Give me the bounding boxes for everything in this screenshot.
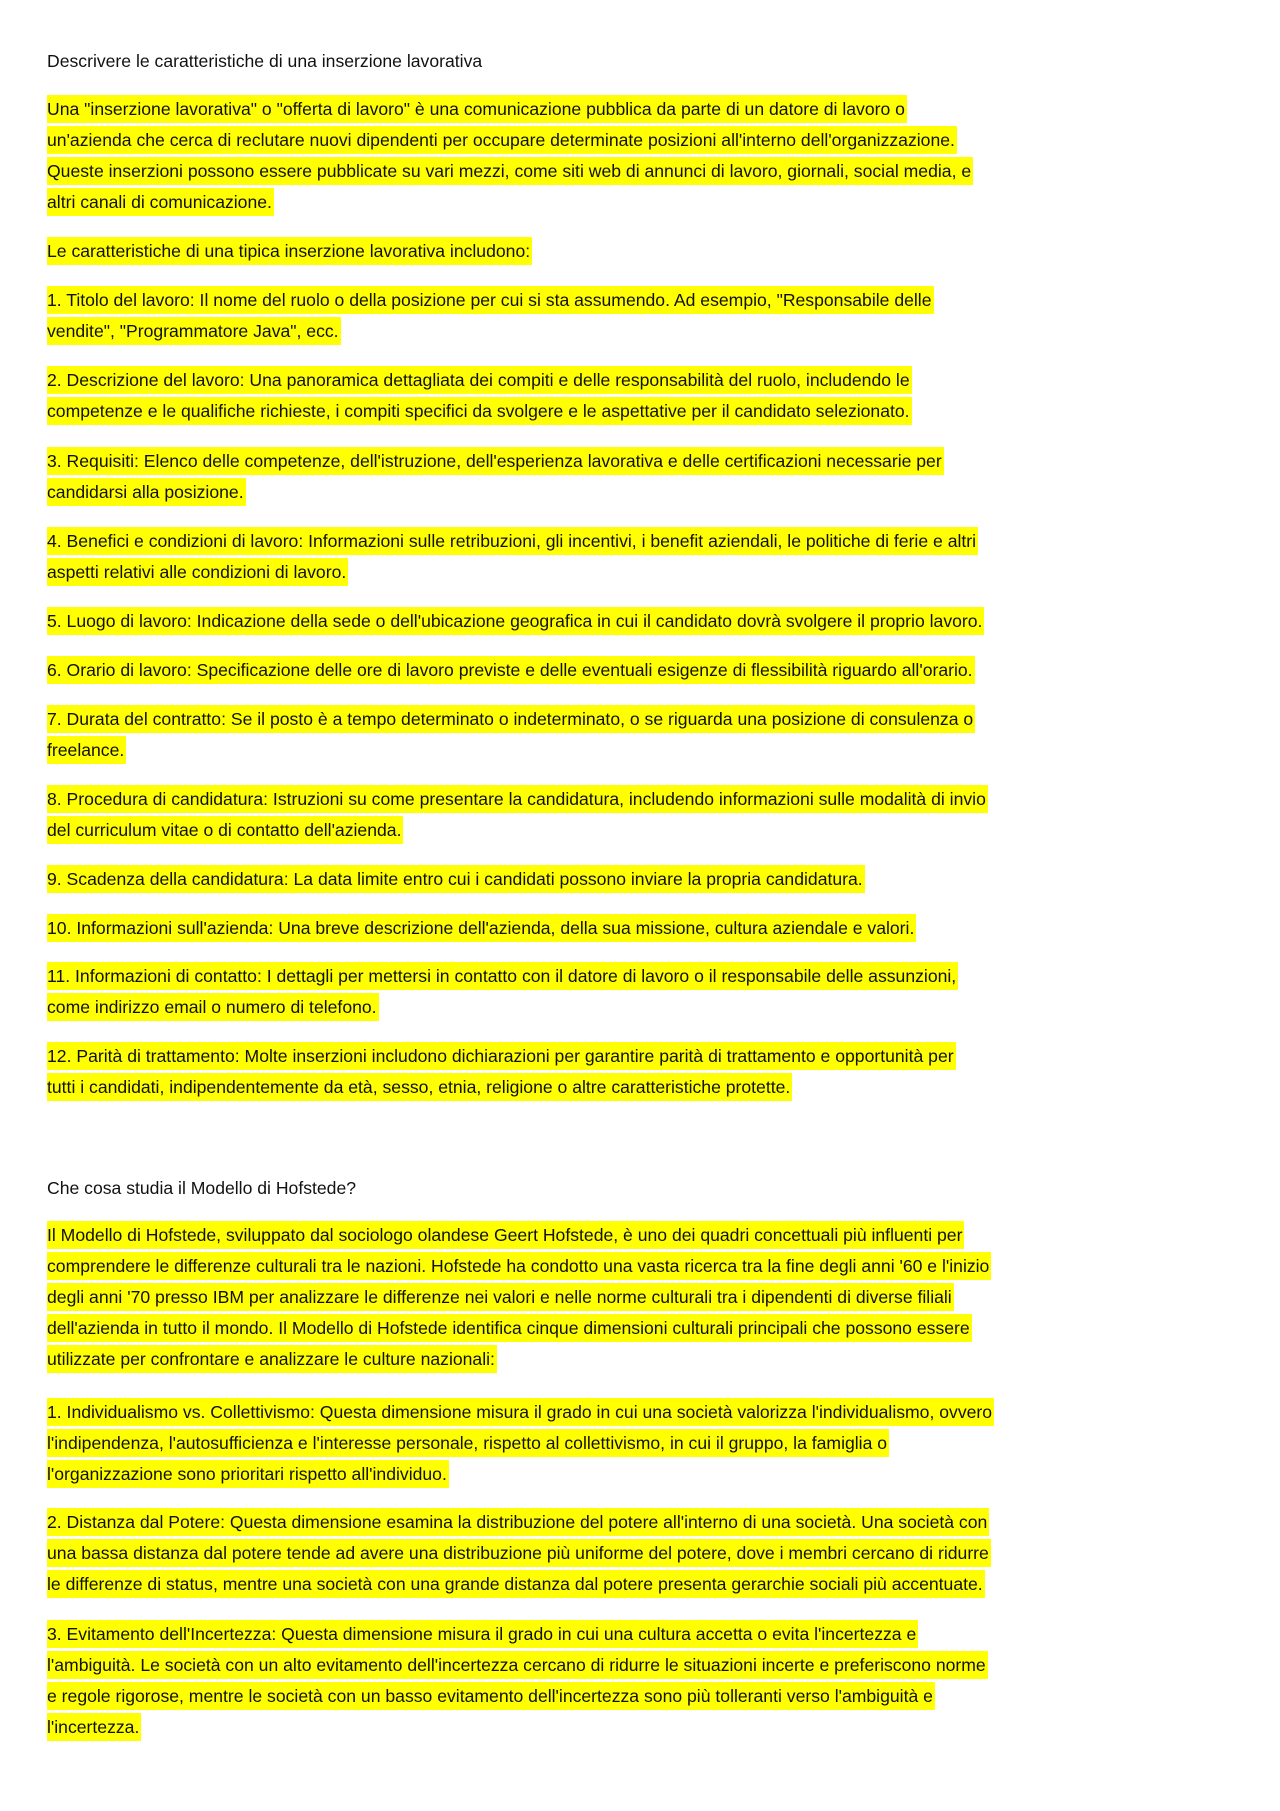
highlighted-text: 9. Scadenza della candidatura: La data limite entro cui i candidati possono inviare la propria candidatura. (47, 865, 865, 893)
paragraph-line (47, 914, 1260, 945)
paragraph-line (47, 317, 1260, 348)
paragraph-line (47, 157, 1260, 188)
highlighted-paragraph (47, 286, 1260, 348)
paragraph-line (47, 656, 1260, 687)
highlighted-paragraph (47, 95, 1260, 219)
highlighted-text: 5. Luogo di lavoro: Indicazione della sede o dell'ubicazione geografica in cui il candidato dovrà svolgere il proprio lavoro. (47, 607, 984, 635)
paragraph-line (47, 1539, 1260, 1570)
highlighted-text: vendite", "Programmatore Java", ecc. (47, 317, 341, 345)
highlighted-paragraph (47, 705, 1260, 767)
paragraph-line (47, 126, 1260, 157)
highlighted-text: 1. Titolo del lavoro: Il nome del ruolo o della posizione per cui si sta assumendo. Ad esempio, "Responsabile delle (47, 286, 934, 314)
paragraph-line (47, 1345, 1260, 1376)
highlighted-text: degli anni '70 presso IBM per analizzare le differenze nei valori e nelle norme culturali tra i dipendenti di diverse filiali (47, 1283, 954, 1311)
highlighted-text: del curriculum vitae o di contatto dell'azienda. (47, 816, 403, 844)
highlighted-text: un'azienda che cerca di reclutare nuovi dipendenti per occupare determinate posizioni all'interno dell'organizzazione. (47, 126, 957, 154)
section-title-text: Che cosa studia il Modello di Hofstede? (47, 1178, 357, 1198)
section-title-text: Descrivere le caratteristiche di una inserzione lavorativa (47, 51, 483, 71)
highlighted-text: come indirizzo email o numero di telefono. (47, 993, 379, 1021)
highlighted-text: Le caratteristiche di una tipica inserzione lavorativa includono: (47, 237, 532, 265)
highlighted-text: 12. Parità di trattamento: Molte inserzioni includono dichiarazioni per garantire parità di trattamento e opportunità per (47, 1042, 956, 1070)
highlighted-text: l'ambiguità. Le società con un alto evitamento dell'incertezza cercano di ridurre le situazioni incerte e preferiscono norme (47, 1651, 988, 1679)
highlighted-text: 3. Requisiti: Elenco delle competenze, dell'istruzione, dell'esperienza lavorativa e delle certificazioni necessarie per (47, 447, 944, 475)
paragraph-line (47, 527, 1260, 558)
highlighted-text: 1. Individualismo vs. Collettivismo: Questa dimensione misura il grado in cui una società valorizza l'individualismo, ovvero (47, 1398, 994, 1426)
highlighted-text: Queste inserzioni possono essere pubblicate su vari mezzi, come siti web di annunci di lavoro, giornali, social media, e (47, 157, 973, 185)
paragraph-line (47, 478, 1260, 509)
highlighted-text: 3. Evitamento dell'Incertezza: Questa dimensione misura il grado in cui una cultura accetta o evita l'incertezza e (47, 1620, 918, 1648)
paragraph-line (47, 397, 1260, 428)
paragraph-line (47, 237, 1260, 268)
highlighted-paragraph (47, 1508, 1260, 1601)
highlighted-paragraph (47, 962, 1260, 1024)
highlighted-text: comprendere le differenze culturali tra le nazioni. Hofstede ha condotto una vasta ricerca tra la fine degli anni '60 e l'inizio (47, 1252, 991, 1280)
highlighted-text: Il Modello di Hofstede, sviluppato dal sociologo olandese Geert Hofstede, è uno dei quadri concettuali più influenti per (47, 1221, 964, 1249)
highlighted-text: 10. Informazioni sull'azienda: Una breve descrizione dell'azienda, della sua missione, cultura aziendale e valori. (47, 914, 916, 942)
section-title (47, 47, 1260, 78)
paragraph-line (47, 1073, 1260, 1104)
highlighted-text: e regole rigorose, mentre le società con un basso evitamento dell'incertezza sono più tolleranti verso l'ambiguità e (47, 1682, 935, 1710)
highlighted-paragraph (47, 865, 1260, 896)
highlighted-text: una bassa distanza dal potere tende ad avere una distribuzione più uniforme del potere, dove i membri cercano di ridurre (47, 1539, 991, 1567)
highlighted-text: 8. Procedura di candidatura: Istruzioni su come presentare la candidatura, includendo informazioni sulle modalità di invio (47, 785, 988, 813)
highlighted-paragraph (47, 1042, 1260, 1104)
paragraph-line (47, 1314, 1260, 1345)
highlighted-text: l'organizzazione sono prioritari rispetto all'individuo. (47, 1460, 449, 1488)
highlighted-text: 4. Benefici e condizioni di lavoro: Informazioni sulle retribuzioni, gli incentivi, i benefit aziendali, le politiche di ferie e altri (47, 527, 978, 555)
highlighted-paragraph (47, 1221, 1260, 1376)
paragraph-line (47, 736, 1260, 767)
paragraph-line (47, 1042, 1260, 1073)
paragraph-line (47, 366, 1260, 397)
paragraph-line (47, 816, 1260, 847)
paragraph-line (47, 1508, 1260, 1539)
highlighted-text: 6. Orario di lavoro: Specificazione delle ore di lavoro previste e delle eventuali esigenze di flessibilità riguardo all'orario. (47, 656, 975, 684)
paragraph-line (47, 993, 1260, 1024)
paragraph-line (47, 1221, 1260, 1252)
paragraph-line (47, 1252, 1260, 1283)
highlighted-paragraph (47, 1620, 1260, 1744)
highlighted-text: 2. Descrizione del lavoro: Una panoramica dettagliata dei compiti e delle responsabilità del ruolo, includendo le (47, 366, 912, 394)
paragraph-line (47, 447, 1260, 478)
highlighted-text: competenze e le qualifiche richieste, i compiti specifici da svolgere e le aspettative per il candidato selezionato. (47, 397, 912, 425)
paragraph-line (47, 286, 1260, 317)
highlighted-paragraph (47, 1398, 1260, 1491)
highlighted-text: 2. Distanza dal Potere: Questa dimensione esamina la distribuzione del potere all'interno di una società. Una società con (47, 1508, 989, 1536)
highlighted-text: utilizzate per confrontare e analizzare le culture nazionali: (47, 1345, 497, 1373)
paragraph-line (47, 962, 1260, 993)
section-title (47, 1174, 1260, 1205)
paragraph-line (47, 705, 1260, 736)
paragraph-line (47, 1651, 1260, 1682)
highlighted-paragraph (47, 656, 1260, 687)
paragraph-line (47, 865, 1260, 896)
highlighted-text: le differenze di status, mentre una società con una grande distanza dal potere presenta gerarchie sociali più accentuate. (47, 1570, 985, 1598)
paragraph-line (47, 1620, 1260, 1651)
highlighted-text: candidarsi alla posizione. (47, 478, 246, 506)
highlighted-paragraph (47, 527, 1260, 589)
highlighted-text: freelance. (47, 736, 126, 764)
highlighted-paragraph (47, 237, 1260, 268)
paragraph-line (47, 1682, 1260, 1713)
highlighted-text: aspetti relativi alle condizioni di lavoro. (47, 558, 348, 586)
paragraph-line (47, 95, 1260, 126)
paragraph-line (47, 1429, 1260, 1460)
paragraph-line (47, 1570, 1260, 1601)
paragraph-line (47, 1283, 1260, 1314)
highlighted-text: l'incertezza. (47, 1713, 141, 1741)
highlighted-text: l'indipendenza, l'autosufficienza e l'interesse personale, rispetto al collettivismo, in cui il gruppo, la famiglia o (47, 1429, 889, 1457)
highlighted-paragraph (47, 447, 1260, 509)
highlighted-paragraph (47, 366, 1260, 428)
highlighted-text: tutti i candidati, indipendentemente da età, sesso, etnia, religione o altre caratteristiche protette. (47, 1073, 792, 1101)
highlighted-paragraph (47, 785, 1260, 847)
highlighted-text: 11. Informazioni di contatto: I dettagli per mettersi in contatto con il datore di lavoro o il responsabile delle assunzioni, (47, 962, 958, 990)
paragraph-line (47, 607, 1260, 638)
highlighted-text: 7. Durata del contratto: Se il posto è a tempo determinato o indeterminato, o se riguarda una posizione di consulenza o (47, 705, 975, 733)
paragraph-line (47, 558, 1260, 589)
highlighted-text: Una "inserzione lavorativa" o "offerta di lavoro" è una comunicazione pubblica da parte di un datore di lavoro o (47, 95, 907, 123)
paragraph-line (47, 1398, 1260, 1429)
highlighted-paragraph (47, 914, 1260, 945)
highlighted-text: dell'azienda in tutto il mondo. Il Modello di Hofstede identifica cinque dimensioni culturali principali che possono essere (47, 1314, 972, 1342)
paragraph-line (47, 785, 1260, 816)
paragraph-line (47, 1460, 1260, 1491)
paragraph-line (47, 188, 1260, 219)
paragraph-line (47, 1713, 1260, 1744)
highlighted-text: altri canali di comunicazione. (47, 188, 274, 216)
highlighted-paragraph (47, 607, 1260, 638)
